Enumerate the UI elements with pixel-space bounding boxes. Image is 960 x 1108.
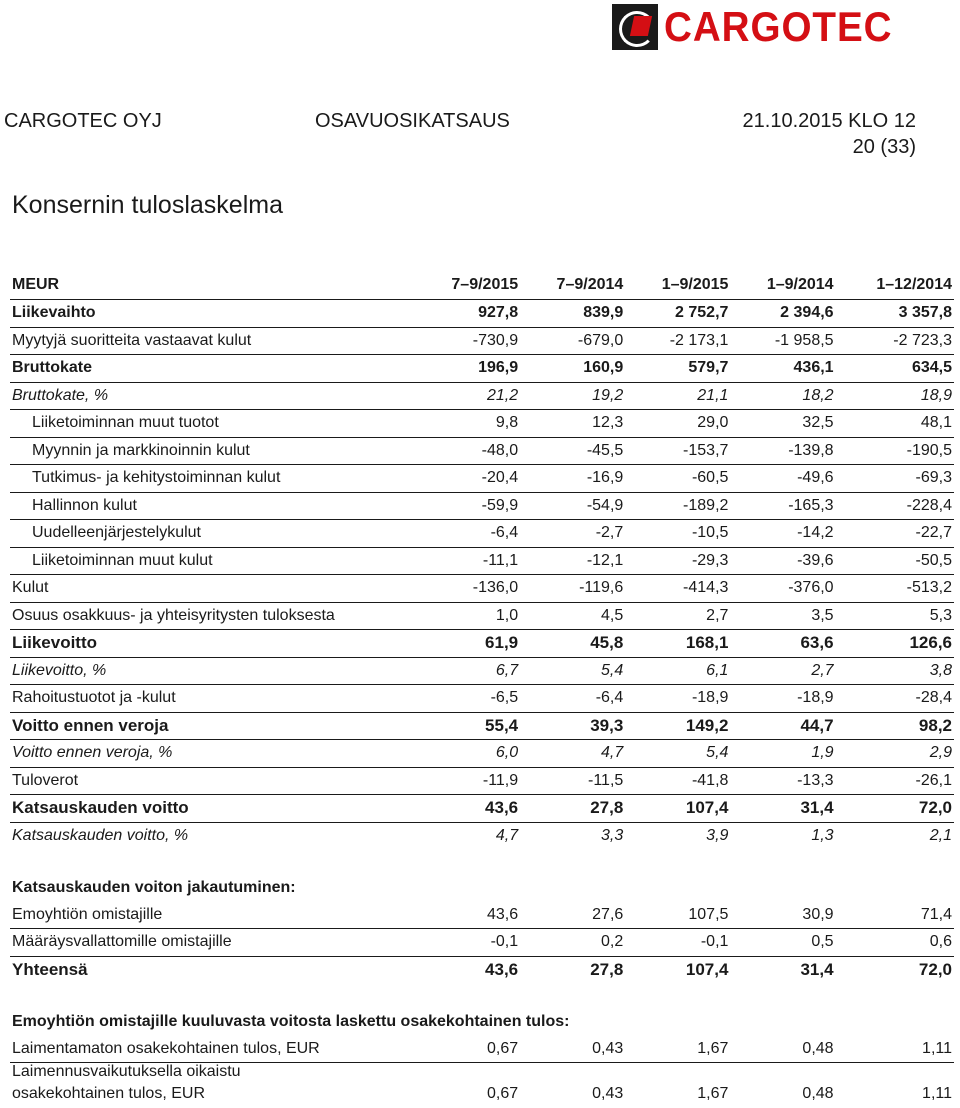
row-value: -190,5 xyxy=(836,437,954,465)
row-label: Liikevaihto xyxy=(10,300,415,328)
row-value: 44,7 xyxy=(730,712,835,740)
table-row xyxy=(10,712,954,740)
row-value: 19,2 xyxy=(520,382,625,410)
table-row xyxy=(10,437,954,465)
row-value: 3 357,8 xyxy=(836,300,954,328)
row-value: 43,6 xyxy=(415,795,520,823)
row-label: Määräysvallattomille omistajille xyxy=(10,929,415,957)
row-label: Uudelleenjärjestelykulut xyxy=(10,520,415,548)
page-number: 20 (33) xyxy=(852,136,916,158)
row-value: -228,4 xyxy=(836,492,954,520)
row-value: 2,7 xyxy=(625,602,730,630)
row-value: -11,5 xyxy=(520,767,625,795)
row-label: Bruttokate xyxy=(10,355,415,383)
row-value: 31,4 xyxy=(800,959,834,979)
row-value: 160,9 xyxy=(520,355,625,383)
row-value: 21,1 xyxy=(625,382,730,410)
row-value: -6,4 xyxy=(415,520,520,548)
row-value: 18,9 xyxy=(836,382,954,410)
row-value: 0,48 xyxy=(730,1036,835,1063)
row-value: 63,6 xyxy=(730,630,835,658)
row-value: 9,8 xyxy=(415,410,520,438)
table-row xyxy=(10,520,954,548)
unit-header: MEUR xyxy=(10,271,415,300)
row-value: 43,6 xyxy=(415,902,520,929)
row-value: 72,0 xyxy=(918,959,952,979)
table-row xyxy=(10,929,954,957)
row-value: 27,8 xyxy=(590,959,624,979)
report-type: OSAVUOSIKATSAUS xyxy=(315,110,510,132)
table-row xyxy=(10,1081,954,1108)
row-label: Osuus osakkuus- ja yhteisyritysten tuloksesta xyxy=(10,602,415,630)
row-value: 579,7 xyxy=(625,355,730,383)
row-value: 3,3 xyxy=(601,826,624,844)
row-value: 98,2 xyxy=(836,712,954,740)
row-value: 45,8 xyxy=(520,630,625,658)
table-row xyxy=(10,547,954,575)
row-value: -39,6 xyxy=(730,547,835,575)
table-row xyxy=(10,300,954,328)
row-value: -6,5 xyxy=(415,685,520,713)
column-header: 1–12/2014 xyxy=(836,271,954,300)
row-value: -50,5 xyxy=(836,547,954,575)
row-value: 5,4 xyxy=(520,657,625,685)
table-row xyxy=(10,355,954,383)
row-value: 2,9 xyxy=(836,740,954,768)
row-label: Yhteensä xyxy=(12,959,88,979)
row-value: 1,11 xyxy=(836,1036,954,1063)
row-label: Tuloverot xyxy=(10,767,415,795)
row-value: 2 752,7 xyxy=(625,300,730,328)
row-value: 1,0 xyxy=(415,602,520,630)
row-value: 39,3 xyxy=(520,712,625,740)
table-row xyxy=(10,630,954,658)
row-label-line1: Laimennusvaikutuksella oikaistu xyxy=(12,1063,241,1080)
column-header: 7–9/2014 xyxy=(520,271,625,300)
row-value: -2 173,1 xyxy=(625,327,730,355)
table-row xyxy=(10,382,954,410)
row-value: 839,9 xyxy=(520,300,625,328)
row-value: -60,5 xyxy=(625,465,730,493)
table-row xyxy=(10,465,954,493)
row-value: -136,0 xyxy=(415,575,520,603)
row-value: -14,2 xyxy=(730,520,835,548)
row-value: 1,9 xyxy=(730,740,835,768)
row-value: 27,8 xyxy=(520,795,625,823)
row-value: -376,0 xyxy=(730,575,835,603)
row-label: Tutkimus- ja kehitystoiminnan kulut xyxy=(10,465,415,493)
row-value: 18,2 xyxy=(730,382,835,410)
row-value: 72,0 xyxy=(836,795,954,823)
table-row xyxy=(10,767,954,795)
row-value: 927,8 xyxy=(415,300,520,328)
row-value: -41,8 xyxy=(625,767,730,795)
row-value: -153,7 xyxy=(625,437,730,465)
row-value: 30,9 xyxy=(730,902,835,929)
row-value: 2,1 xyxy=(929,826,952,844)
section-heading-row xyxy=(10,1009,954,1036)
table-row xyxy=(10,410,954,438)
row-value: 196,9 xyxy=(415,355,520,383)
row-label: Hallinnon kulut xyxy=(10,492,415,520)
row-value: 3,5 xyxy=(730,602,835,630)
row-value: -18,9 xyxy=(730,685,835,713)
row-value: -69,3 xyxy=(836,465,954,493)
table-row xyxy=(10,575,954,603)
row-value: 4,7 xyxy=(520,740,625,768)
row-value: 12,3 xyxy=(520,410,625,438)
row-value: -679,0 xyxy=(520,327,625,355)
row-value: 107,4 xyxy=(625,795,730,823)
row-value: 0,67 xyxy=(415,1036,520,1063)
spacer-row xyxy=(10,849,954,875)
row-value: -730,9 xyxy=(415,327,520,355)
cargotec-logo xyxy=(612,2,912,52)
row-value: -11,9 xyxy=(415,767,520,795)
row-value: -189,2 xyxy=(625,492,730,520)
row-value: 61,9 xyxy=(415,630,520,658)
row-value: -513,2 xyxy=(836,575,954,603)
row-value: 1,11 xyxy=(922,1085,952,1103)
row-value: -16,9 xyxy=(520,465,625,493)
table-row xyxy=(10,685,954,713)
row-value: -1 958,5 xyxy=(730,327,835,355)
row-label: Katsauskauden voitto, % xyxy=(12,826,189,844)
row-value: -12,1 xyxy=(520,547,625,575)
row-label: osakekohtainen tulos, EUR xyxy=(12,1085,205,1103)
row-label: Liikevoitto, % xyxy=(10,657,415,685)
row-value: -18,9 xyxy=(625,685,730,713)
row-value: -11,1 xyxy=(415,547,520,575)
row-value: 2 394,6 xyxy=(730,300,835,328)
row-value: -165,3 xyxy=(730,492,835,520)
row-value: 107,4 xyxy=(685,959,729,979)
row-value: 1,67 xyxy=(697,1085,729,1103)
column-header: 7–9/2015 xyxy=(415,271,520,300)
row-value: -29,3 xyxy=(625,547,730,575)
table-row xyxy=(10,1036,954,1063)
row-value: 21,2 xyxy=(415,382,520,410)
row-value: 4,5 xyxy=(520,602,625,630)
row-label: Liiketoiminnan muut tuotot xyxy=(10,410,415,438)
row-value: 2,7 xyxy=(730,657,835,685)
row-value: -26,1 xyxy=(836,767,954,795)
row-label: Bruttokate, % xyxy=(10,382,415,410)
table-row xyxy=(10,492,954,520)
row-label: Liiketoiminnan muut kulut xyxy=(10,547,415,575)
row-value: 31,4 xyxy=(730,795,835,823)
row-label: Katsauskauden voitto xyxy=(10,795,415,823)
company-name: CARGOTEC OYJ xyxy=(4,110,162,132)
row-label: Voitto ennen veroja, % xyxy=(10,740,415,768)
row-value: 5,3 xyxy=(836,602,954,630)
table-row xyxy=(10,657,954,685)
spacer xyxy=(10,983,954,1009)
table-row-label-line xyxy=(10,1063,954,1082)
row-value: -54,9 xyxy=(520,492,625,520)
section-heading-row xyxy=(10,875,954,902)
table-row xyxy=(10,822,954,849)
row-value: -414,3 xyxy=(625,575,730,603)
table-row xyxy=(10,795,954,823)
row-value: -2,7 xyxy=(520,520,625,548)
row-label: Laimentamaton osakekohtainen tulos, EUR xyxy=(10,1036,415,1063)
row-value: 107,5 xyxy=(625,902,730,929)
income-statement-table xyxy=(10,271,954,1108)
cargotec-logo-mark-icon xyxy=(612,4,658,50)
row-value: 71,4 xyxy=(836,902,954,929)
row-value: 168,1 xyxy=(625,630,730,658)
row-value: 436,1 xyxy=(730,355,835,383)
report-date: 21.10.2015 KLO 12 xyxy=(742,110,916,132)
row-label: Liikevoitto xyxy=(10,630,415,658)
table-row xyxy=(10,740,954,768)
row-value: -6,4 xyxy=(520,685,625,713)
row-value: -20,4 xyxy=(415,465,520,493)
row-label: Emoyhtiön omistajille xyxy=(10,902,415,929)
row-value: 6,1 xyxy=(625,657,730,685)
spacer-row xyxy=(10,983,954,1009)
logo-text: CARGOTEC xyxy=(663,3,893,50)
row-value: -10,5 xyxy=(625,520,730,548)
row-value: 29,0 xyxy=(625,410,730,438)
row-value: -49,6 xyxy=(730,465,835,493)
row-label: Rahoitustuotot ja -kulut xyxy=(10,685,415,713)
row-value: 32,5 xyxy=(730,410,835,438)
row-value: -0,1 xyxy=(625,929,730,957)
row-value: 5,4 xyxy=(625,740,730,768)
row-value: -45,5 xyxy=(520,437,625,465)
row-value: 0,43 xyxy=(592,1085,624,1103)
table-row xyxy=(10,602,954,630)
row-value: -59,9 xyxy=(415,492,520,520)
row-value: 27,6 xyxy=(520,902,625,929)
row-value: 1,67 xyxy=(625,1036,730,1063)
row-value: 0,6 xyxy=(836,929,954,957)
spacer xyxy=(10,849,954,875)
row-value: 3,8 xyxy=(836,657,954,685)
row-value: -119,6 xyxy=(520,575,625,603)
row-value: -2 723,3 xyxy=(836,327,954,355)
table-row xyxy=(10,327,954,355)
table-row xyxy=(10,956,954,983)
row-label: Voitto ennen veroja xyxy=(10,712,415,740)
row-value: 6,7 xyxy=(415,657,520,685)
row-value: 0,48 xyxy=(802,1085,834,1103)
page-title: Konsernin tuloslaskelma xyxy=(12,191,283,219)
row-label: Myytyjä suoritteita vastaavat kulut xyxy=(10,327,415,355)
row-value: -139,8 xyxy=(730,437,835,465)
row-label: Kulut xyxy=(10,575,415,603)
row-label: Myynnin ja markkinoinnin kulut xyxy=(10,437,415,465)
row-value: 48,1 xyxy=(836,410,954,438)
row-value: -48,0 xyxy=(415,437,520,465)
row-value: 43,6 xyxy=(485,959,519,979)
row-value: -13,3 xyxy=(730,767,835,795)
row-value: 55,4 xyxy=(415,712,520,740)
row-value: 4,7 xyxy=(495,826,519,844)
row-value: 3,9 xyxy=(706,826,729,844)
row-value: 149,2 xyxy=(625,712,730,740)
table-row xyxy=(10,902,954,929)
eps-heading: Emoyhtiön omistajille kuuluvasta voitosta laskettu osakekohtainen tulos: xyxy=(12,1013,570,1031)
row-value: 0,67 xyxy=(487,1085,519,1103)
row-value: 0,43 xyxy=(520,1036,625,1063)
row-value: 6,0 xyxy=(415,740,520,768)
row-value: -22,7 xyxy=(836,520,954,548)
row-value: -28,4 xyxy=(836,685,954,713)
column-header: 1–9/2014 xyxy=(730,271,835,300)
distribution-heading: Katsauskauden voiton jakautuminen: xyxy=(12,879,296,897)
row-value: 0,5 xyxy=(730,929,835,957)
column-header: 1–9/2015 xyxy=(625,271,730,300)
row-value: -0,1 xyxy=(415,929,520,957)
row-value: 1,3 xyxy=(811,826,834,844)
row-value: 634,5 xyxy=(836,355,954,383)
row-value: 126,6 xyxy=(836,630,954,658)
row-value: 0,2 xyxy=(520,929,625,957)
table-header-row xyxy=(10,271,954,300)
